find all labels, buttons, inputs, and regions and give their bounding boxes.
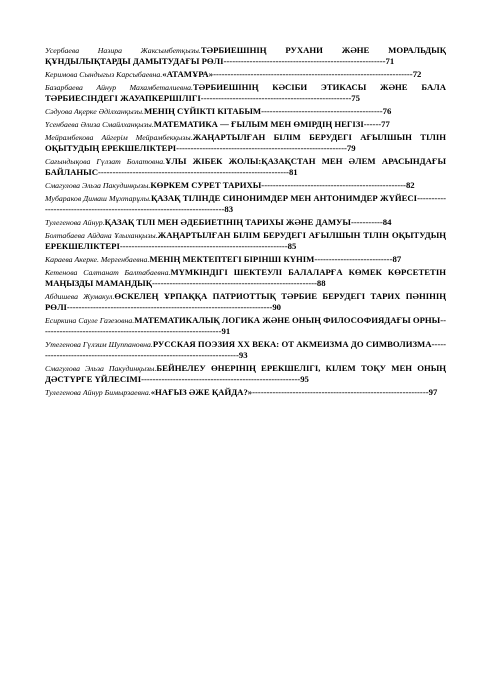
toc-title: МЕНІҢ СҮЙІКТІ КІТАБЫМ — [143, 106, 262, 116]
toc-title: ҰЛЫ ЖІБЕК ЖОЛЫ:ҚАЗАҚСТАН МЕН ӘЛЕМ АРАСЫНДАҒЫ БАЙЛАНЫС — [45, 156, 446, 177]
table-of-contents — [45, 45, 446, 400]
toc-author: Базарбаева Айнур Махамбеталиевна. — [45, 83, 193, 92]
toc-page-number: 85 — [287, 241, 297, 251]
toc-entry — [45, 132, 446, 154]
toc-leader: ---------------------------------------------------------- — [119, 241, 288, 251]
toc-entry — [45, 387, 446, 398]
toc-page-number: 82 — [405, 180, 415, 190]
toc-leader: --------------------------- — [314, 254, 393, 264]
toc-page-number: 75 — [351, 93, 360, 103]
toc-page-number: 84 — [382, 217, 392, 227]
toc-entry — [45, 156, 446, 178]
toc-entry — [45, 106, 446, 117]
toc-author: Мейрамбекова Айгерім Мейрамбекқызы. — [45, 133, 193, 142]
toc-page-number: 97 — [428, 387, 438, 397]
toc-entry — [45, 230, 446, 252]
toc-title: ЖАҢАРТЫЛҒАН БІЛІМ БЕРУДЕГІ АҒЫЛШЫН ТІЛІН ОҚЫТУДЫҢ ЕРЕКШЕЛІКТЕРІ — [45, 230, 446, 251]
toc-leader: ------------------------------------------------------------- — [252, 387, 429, 397]
toc-entry — [45, 267, 446, 289]
toc-leader: ----------- — [350, 217, 383, 227]
toc-author: Тулегенова Айнур. — [45, 218, 105, 227]
toc-author: Керимова Сындыгыз Карсыбаевна. — [45, 70, 163, 79]
toc-leader: --------------------------------------------------------------------- — [213, 69, 413, 79]
toc-leader: --------------------------------------------------------- — [152, 278, 317, 288]
toc-leader: ----------------------------------------------------------- — [176, 143, 347, 153]
toc-page-number: 90 — [272, 302, 282, 312]
toc-author: Смагулова Эльза Пакудинқызы. — [45, 181, 151, 190]
toc-entry — [45, 217, 446, 228]
toc-title: МАТЕМАТИКАЛЫҚ ЛОГИКА ЖӘНЕ ОНЫҢ ФИЛОСОФИЯДАҒЫ ОРНЫ — [134, 315, 441, 325]
toc-page-number: 72 — [412, 69, 422, 79]
toc-title: КӨРКЕМ СУРЕТ ТАРИХЫ — [150, 180, 262, 190]
toc-page-number: 83 — [224, 204, 234, 214]
toc-title: ҚАЗАҚ ТІЛІНДЕ СИНОНИМДЕР МЕН АНТОНИМДЕР ЖҮЙЕСІ — [150, 193, 418, 203]
toc-page-number: 81 — [288, 167, 298, 177]
toc-entry — [45, 69, 446, 80]
toc-entry — [45, 339, 446, 361]
toc-title: МАТЕМАТИКА — ҒЫЛЫМ МЕН ӨМІРДІҢ НЕГІЗІ — [153, 119, 364, 129]
toc-author: Сәдуова Ақерке Әділханқызы. — [45, 107, 144, 116]
toc-leader: -------------------------------------------------------- — [223, 56, 386, 66]
toc-leader: ------------------------------------------------------------------ — [97, 167, 289, 177]
toc-page-number: 95 — [300, 374, 309, 384]
toc-author: Смагулова Эльза Пакудинқызы. — [45, 364, 157, 373]
toc-entry — [45, 180, 446, 191]
toc-title: ТӘРБИЕШІНІҢ КӘСІБИ ЭТИКАСЫ ЖӘНЕ БАЛА ТӘРБИЕСІНДЕГІ ЖАУАПКЕРШІЛІГІ — [45, 82, 446, 103]
toc-author: Есиркина Сауле Газезовна. — [45, 316, 135, 325]
toc-title: ТӘРБИЕШІНІҢ РУХАНИ ЖӘНЕ МОРАЛЬДЫҚ ҚҰНДЫЛЫҚТАРДЫ ДАМЫТУДАҒЫ РӨЛІ — [45, 45, 446, 66]
toc-entry — [45, 291, 446, 313]
toc-title: БЕЙНЕЛЕУ ӨНЕРІНІҢ ЕРЕКШЕЛІГІ, КІЛЕМ ТОҚУ МЕН ОНЫҢ ДӘСТҮРГЕ ҮЙЛЕСІМІ — [45, 363, 446, 384]
toc-author: Үсенбаева Әлиза Смайлханқызы. — [45, 120, 154, 129]
toc-author: Абдишева Жумакул. — [45, 292, 115, 301]
toc-page-number: 88 — [316, 278, 326, 288]
toc-page-number: 87 — [392, 254, 402, 264]
toc-author: Мубараков Димаш Мұхтарұлы. — [45, 194, 151, 203]
toc-leader: ----------------------------------------------------------------------- — [66, 302, 273, 312]
toc-leader: ---------------------------------------------------- — [200, 93, 352, 103]
toc-title: ҚАЗАҚ ТІЛІ МЕН ӘДЕБИЕТІНІҢ ТАРИХЫ ЖӘНЕ ДАМУЫ — [104, 217, 351, 227]
toc-leader: ------------------------------------------------------- — [141, 374, 301, 384]
toc-author: Тулегенова Айнур Бимырзаевна. — [45, 388, 151, 397]
toc-title: ЖАҢАРТЫЛҒАН БІЛІМ БЕРУДЕГІ АҒЫЛШЫН ТІЛІН ОҚЫТУДЫҢ ЕРЕКШЕЛІКТЕРІ — [45, 132, 446, 153]
toc-entry — [45, 82, 446, 104]
toc-leader: ------------------------------------------------------------------------ — [45, 193, 446, 214]
toc-entry — [45, 363, 446, 385]
toc-author: Сағындықова Гүлзат Болатовна. — [45, 157, 166, 166]
toc-title: РУССКАЯ ПОЭЗИЯ ХХ ВЕКА: ОТ АКМЕИЗМА ДО СИМВОЛИЗМА — [152, 339, 432, 349]
toc-leader: --------------------------------------------------------------- — [45, 315, 446, 336]
toc-page-number: 79 — [346, 143, 356, 153]
toc-title: МЕНІҢ МЕКТЕПТЕГІ БІРІНШІ КҮНІМ — [149, 254, 315, 264]
toc-leader: ------------------------------------------ — [261, 106, 383, 116]
toc-page-number: 91 — [221, 326, 231, 336]
toc-page-number: 71 — [385, 56, 395, 66]
toc-author: Болтабаева Айдана Ұлыханқызы. — [45, 231, 158, 240]
toc-author: Утегенова Гүлзим Шуппановна. — [45, 340, 153, 349]
toc-leader: ------ — [363, 119, 382, 129]
toc-title: «НАҒЫЗ ӘЖЕ ҚАЙДА?» — [150, 387, 253, 397]
toc-entry — [45, 45, 446, 67]
toc-author: Караева Акерке. Мергенбаевна. — [45, 255, 150, 264]
toc-leader: ------------------------------------------------------------------------ — [45, 339, 446, 360]
toc-title: МҮМКІНДІГІ ШЕКТЕУЛІ БАЛАЛАРҒА КӨМЕК КӨРСЕТЕТІН МАҢЫЗДЫ МАМАНДЫҚ — [45, 267, 446, 288]
toc-title: «АТАМҰРА» — [162, 69, 214, 79]
toc-author: Кетенова Салтанат Балтабаевна. — [45, 268, 171, 277]
toc-title: ӨСКЕЛЕҢ ҰРПАҚҚА ПАТРИОТТЫҚ ТӘРБИЕ БЕРУДЕГІ ТАРИХ ПӘНІНІҢ РӨЛІ — [45, 291, 446, 312]
toc-page-number: 93 — [238, 350, 248, 360]
toc-leader: -------------------------------------------------- — [261, 180, 406, 190]
toc-entry — [45, 193, 446, 215]
toc-author: Усербаева Назира Жаксымбетқызы. — [45, 46, 201, 55]
toc-page-number: 76 — [382, 106, 392, 116]
toc-entry — [45, 119, 446, 130]
toc-entry — [45, 254, 446, 265]
toc-entry — [45, 315, 446, 337]
toc-page-number: 77 — [381, 119, 390, 129]
